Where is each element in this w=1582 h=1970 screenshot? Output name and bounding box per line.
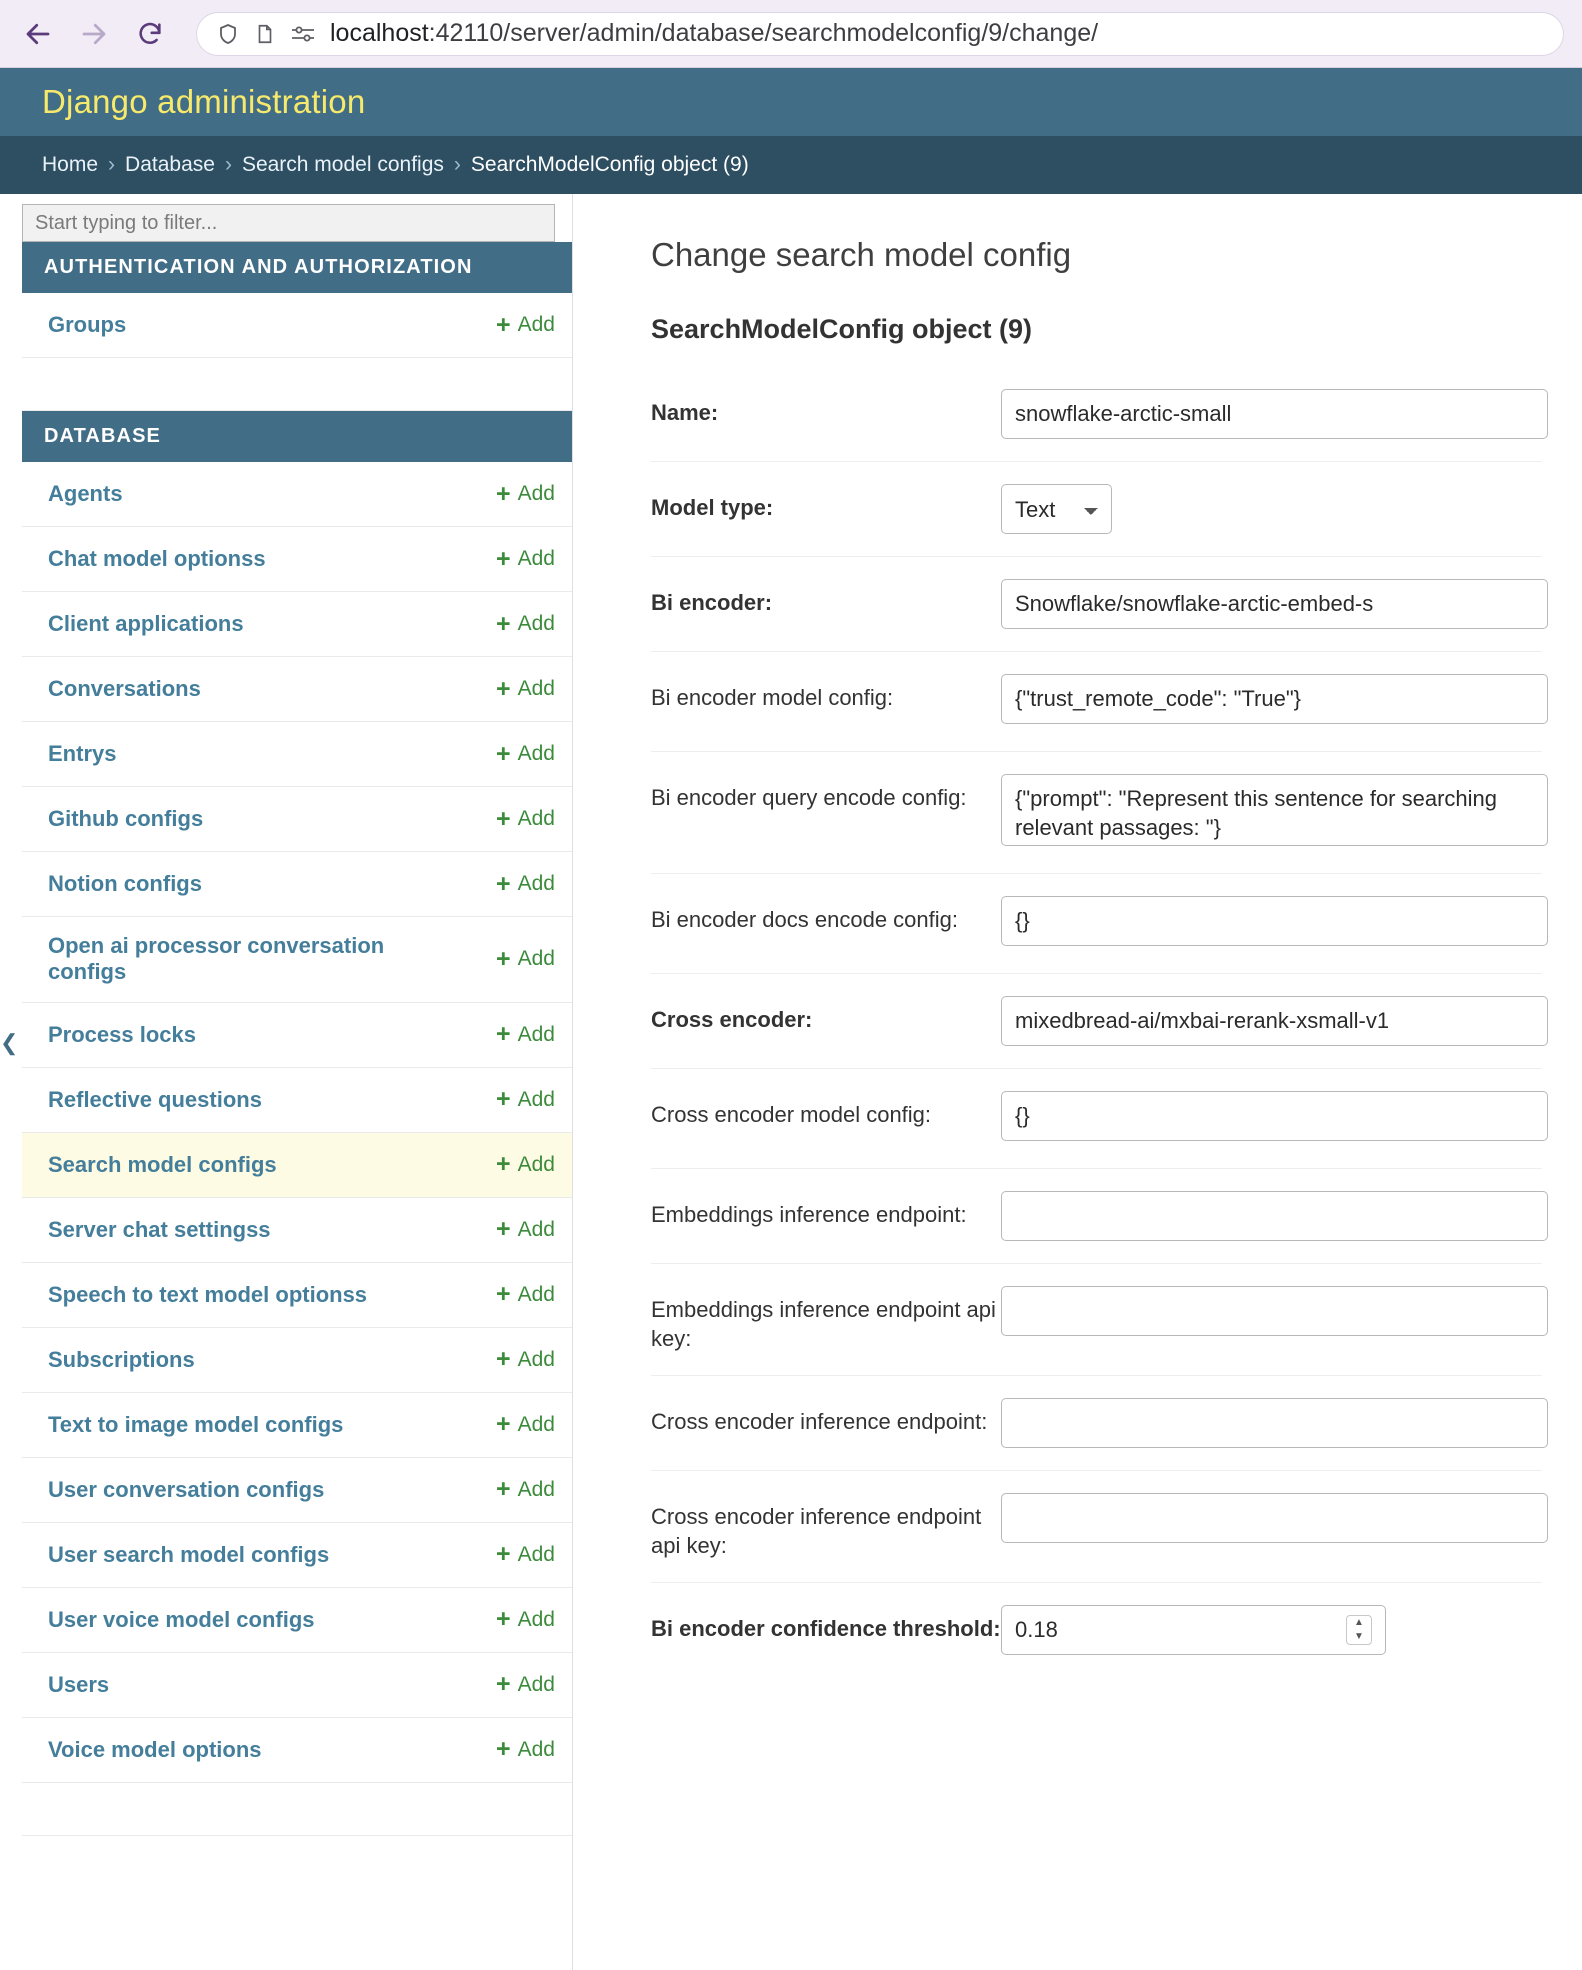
- url-path: :42110/server/admin/database/searchmodelconfig/9/change/: [428, 19, 1099, 47]
- field-label-cross-encoder-model-config: Cross encoder model config:: [651, 1102, 932, 1127]
- sidebar-item-label[interactable]: Chat model optionss: [48, 545, 266, 571]
- sidebar-add-link[interactable]: [496, 804, 555, 833]
- sidebar-add-link[interactable]: [496, 1607, 555, 1632]
- input-cross-encoder-inference-endpoint[interactable]: [1001, 1398, 1548, 1448]
- site-title[interactable]: Django administration: [42, 83, 366, 120]
- sidebar-add-label: Add: [517, 1087, 555, 1111]
- field-row-bi-encoder-query-encode-config: [651, 751, 1542, 873]
- sidebar-item-label[interactable]: Agents: [48, 480, 123, 506]
- field-control-bi-encoder-confidence-threshold: [1001, 1605, 1542, 1655]
- sidebar-item-label[interactable]: Conversations: [48, 675, 201, 701]
- sidebar-item-conversations[interactable]: [22, 657, 573, 722]
- sidebar-item-agents[interactable]: [22, 462, 573, 527]
- field-row-cross-encoder-model-config: [651, 1068, 1542, 1168]
- field-label-embeddings-inference-endpoint: Embeddings inference endpoint:: [651, 1202, 967, 1227]
- plus-icon: +: [496, 674, 511, 703]
- sidebar-item-label[interactable]: Subscriptions: [48, 1346, 195, 1372]
- sidebar-item-label[interactable]: Entrys: [48, 740, 117, 766]
- breadcrumb: [0, 136, 1582, 194]
- field-row-name: [651, 367, 1542, 461]
- sidebar-add-link[interactable]: [496, 1672, 555, 1697]
- sidebar-add-label: Add: [517, 807, 555, 830]
- sidebar-item-label[interactable]: Server chat settingss: [48, 1216, 271, 1242]
- sidebar-item-user-voice-model-configs[interactable]: [22, 1588, 573, 1653]
- object-title: SearchModelConfig object (9): [651, 314, 1033, 344]
- sidebar-item-notion-configs[interactable]: [22, 852, 573, 917]
- field-label-bi-encoder-confidence-threshold: Bi encoder confidence threshold:: [651, 1616, 1001, 1642]
- plus-icon: +: [496, 1020, 511, 1049]
- plus-icon: +: [496, 1670, 511, 1699]
- sidebar-add-link[interactable]: [496, 674, 555, 703]
- field-row-bi-encoder-docs-encode-config: [651, 873, 1542, 973]
- sidebar-add-label: Add: [517, 1412, 555, 1436]
- sidebar-item-chat-model-optionss[interactable]: [22, 527, 573, 592]
- address-bar[interactable]: [196, 12, 1564, 56]
- sidebar-item-label[interactable]: User conversation configs: [48, 1476, 325, 1502]
- page-body: [0, 194, 1582, 1970]
- breadcrumb-separator: ›: [224, 153, 232, 176]
- sidebar-item-client-applications[interactable]: [22, 592, 573, 657]
- sidebar-item-text-to-image-model-configs[interactable]: [22, 1393, 573, 1458]
- input-embeddings-inference-endpoint[interactable]: [1001, 1191, 1548, 1241]
- field-row-bi-encoder-model-config: [651, 651, 1542, 751]
- sidebar-add-label: Add: [517, 1152, 555, 1176]
- field-control-bi-encoder-query-encode-config: [1001, 774, 1548, 851]
- sidebar-item-label[interactable]: Speech to text model optionss: [48, 1281, 368, 1307]
- sidebar-item-user-search-model-configs[interactable]: [22, 1523, 573, 1588]
- breadcrumb-item[interactable]: Search model configs: [241, 153, 444, 176]
- sidebar-group-spacer: [22, 358, 573, 411]
- sidebar-add-label: Add: [517, 872, 555, 895]
- plus-icon: +: [496, 609, 511, 638]
- shield-icon: [216, 22, 240, 46]
- sidebar-item-label[interactable]: Reflective questions: [48, 1086, 262, 1112]
- sidebar-filter-input[interactable]: [22, 204, 555, 242]
- field-control-cross-encoder-model-config: [1001, 1091, 1548, 1146]
- input-name[interactable]: [1001, 389, 1548, 439]
- sidebar-item-label[interactable]: Search model configs: [48, 1151, 277, 1177]
- input-cross-encoder[interactable]: [1001, 996, 1548, 1046]
- browser-toolbar: [0, 0, 1582, 68]
- sidebar-add-label: Add: [517, 1022, 555, 1046]
- sidebar-add-label: Add: [517, 1607, 555, 1631]
- plus-icon: +: [496, 1605, 511, 1634]
- plus-icon: +: [496, 1540, 511, 1569]
- sidebar-add-link[interactable]: [496, 609, 555, 638]
- sidebar-add-label: Add: [517, 612, 555, 635]
- sidebar: [0, 194, 573, 1970]
- plus-icon: +: [496, 804, 511, 833]
- plus-icon: +: [496, 944, 511, 973]
- sidebar-add-link[interactable]: [496, 544, 555, 573]
- sidebar-item-label[interactable]: User voice model configs: [48, 1606, 315, 1632]
- sidebar-item-label[interactable]: Groups: [48, 311, 127, 337]
- sidebar-collapse-icon[interactable]: ❮: [0, 1030, 19, 1055]
- sidebar-add-link[interactable]: [496, 1282, 555, 1307]
- sidebar-add-label: Add: [517, 742, 555, 765]
- textarea-bi-encoder-query-encode-config[interactable]: [1001, 774, 1548, 846]
- plus-icon: +: [496, 739, 511, 768]
- sidebar-item-label[interactable]: Github configs: [48, 805, 204, 831]
- field-label-bi-encoder-model-config: Bi encoder model config:: [651, 685, 894, 710]
- sidebar-add-label: Add: [517, 547, 555, 570]
- chevron-down-icon[interactable]: ▼: [1354, 1631, 1364, 1643]
- textarea-cross-encoder-model-config[interactable]: [1001, 1091, 1548, 1141]
- sidebar-add-label: Add: [517, 482, 555, 505]
- main-content: [573, 194, 1582, 1970]
- sidebar-group-header: AUTHENTICATION AND AUTHORIZATION: [22, 242, 573, 293]
- field-control-cross-encoder-inference-endpoint: [1001, 1398, 1548, 1448]
- sidebar-add-link[interactable]: [496, 869, 555, 898]
- sidebar-item-label[interactable]: Notion configs: [48, 870, 202, 896]
- plus-icon: +: [496, 479, 511, 508]
- site-header: [0, 68, 1582, 136]
- sidebar-item-process-locks[interactable]: [22, 1003, 573, 1068]
- sidebar-add-link[interactable]: [496, 944, 555, 973]
- plus-icon: +: [496, 310, 511, 339]
- sidebar-add-label: Add: [517, 1737, 555, 1761]
- forward-icon[interactable]: [74, 14, 114, 54]
- sidebar-item-voice-model-options[interactable]: [22, 1718, 573, 1783]
- sidebar-add-label: Add: [517, 1672, 555, 1696]
- plus-icon: +: [496, 869, 511, 898]
- number-stepper-bi-encoder-confidence-threshold[interactable]: [1346, 1615, 1372, 1645]
- plus-icon: +: [496, 1085, 511, 1114]
- change-form: [651, 367, 1542, 1677]
- field-control-bi-encoder: [1001, 579, 1548, 629]
- page-title: Change search model config: [651, 236, 1072, 273]
- breadcrumb-separator: ›: [108, 153, 116, 176]
- field-label-embeddings-inference-endpoint-api-key: Embeddings inference endpoint api key:: [651, 1297, 996, 1352]
- sidebar-add-label: Add: [517, 1347, 555, 1371]
- sidebar-add-link[interactable]: [496, 1022, 555, 1047]
- sidebar-add-link[interactable]: [496, 1412, 555, 1437]
- sidebar-add-link[interactable]: [496, 479, 555, 508]
- sidebar-add-label: Add: [517, 1217, 555, 1241]
- field-control-model-type: [1001, 484, 1542, 534]
- sidebar-item-label[interactable]: Voice model options: [48, 1736, 262, 1762]
- field-row-cross-encoder-inference-endpoint: [651, 1375, 1542, 1470]
- sidebar-item-github-configs[interactable]: [22, 787, 573, 852]
- field-control-bi-encoder-docs-encode-config: [1001, 896, 1548, 951]
- field-control-cross-encoder: [1001, 996, 1548, 1046]
- sidebar-add-label: Add: [517, 1282, 555, 1306]
- sidebar-add-link[interactable]: [496, 1152, 555, 1177]
- sidebar-add-label: Add: [517, 313, 555, 336]
- field-label-bi-encoder-docs-encode-config: Bi encoder docs encode config:: [651, 907, 958, 932]
- reload-icon[interactable]: [130, 14, 170, 54]
- field-label-model-type: Model type:: [651, 495, 774, 520]
- input-cross-encoder-inference-endpoint-api-key[interactable]: [1001, 1493, 1548, 1543]
- textarea-bi-encoder-model-config[interactable]: [1001, 674, 1548, 724]
- breadcrumb-item[interactable]: Database: [125, 153, 215, 176]
- sidebar-item-label[interactable]: Open ai processor conversation configs: [48, 933, 385, 985]
- input-bi-encoder-confidence-threshold[interactable]: [1001, 1605, 1386, 1655]
- sidebar-item-speech-to-text-model-optionss[interactable]: [22, 1263, 573, 1328]
- sidebar-item-label[interactable]: Process locks: [48, 1021, 196, 1047]
- field-control-embeddings-inference-endpoint: [1001, 1191, 1548, 1241]
- sidebar-item-users[interactable]: [22, 1653, 573, 1718]
- field-row-model-type: [651, 461, 1542, 556]
- sidebar-filter-wrap: [0, 194, 572, 242]
- breadcrumb-item: SearchModelConfig object (9): [470, 153, 749, 176]
- field-control-embeddings-inference-endpoint-api-key: [1001, 1286, 1548, 1336]
- sidebar-add-link[interactable]: [496, 1087, 555, 1112]
- address-bar-url: [330, 19, 1098, 48]
- chevron-up-icon[interactable]: ▲: [1354, 1617, 1364, 1629]
- sidebar-add-label: Add: [517, 947, 555, 971]
- sidebar-add-link[interactable]: [496, 1477, 555, 1502]
- field-label-name: Name:: [651, 400, 719, 425]
- field-label-cross-encoder: Cross encoder:: [651, 1007, 813, 1032]
- field-label-cross-encoder-inference-endpoint: Cross encoder inference endpoint:: [651, 1409, 988, 1435]
- plus-icon: +: [496, 1280, 511, 1309]
- input-bi-encoder[interactable]: [1001, 579, 1548, 629]
- sidebar-item-label[interactable]: Client applications: [48, 610, 244, 636]
- site-permissions-icon[interactable]: [290, 22, 316, 46]
- field-control-name: [1001, 389, 1548, 439]
- sidebar-group-spacer: [22, 1783, 573, 1836]
- plus-icon: +: [496, 1345, 511, 1374]
- sidebar-item-label[interactable]: Text to image model configs: [48, 1411, 344, 1437]
- plus-icon: +: [496, 544, 511, 573]
- field-row-embeddings-inference-endpoint-api-key: [651, 1263, 1542, 1375]
- sidebar-add-link[interactable]: [496, 739, 555, 768]
- sidebar-group-header: DATABASE: [22, 411, 573, 462]
- sidebar-add-label: Add: [517, 1542, 555, 1566]
- field-row-cross-encoder: [651, 973, 1542, 1068]
- sidebar-add-link[interactable]: [496, 1217, 555, 1242]
- url-host: localhost: [330, 19, 429, 47]
- textarea-bi-encoder-docs-encode-config[interactable]: [1001, 896, 1548, 946]
- input-embeddings-inference-endpoint-api-key[interactable]: [1001, 1286, 1548, 1336]
- field-control-cross-encoder-inference-endpoint-api-key: [1001, 1493, 1548, 1543]
- sidebar-add-label: Add: [517, 677, 555, 700]
- back-icon[interactable]: [18, 14, 58, 54]
- plus-icon: +: [496, 1735, 511, 1764]
- page-icon: [254, 22, 276, 46]
- sidebar-item-search-model-configs[interactable]: [22, 1133, 573, 1198]
- plus-icon: +: [496, 1150, 511, 1179]
- plus-icon: +: [496, 1475, 511, 1504]
- field-row-bi-encoder-confidence-threshold: [651, 1582, 1542, 1677]
- sidebar-item-subscriptions[interactable]: [22, 1328, 573, 1393]
- sidebar-add-link[interactable]: [496, 1542, 555, 1567]
- sidebar-add-link[interactable]: [496, 1347, 555, 1372]
- sidebar-add-label: Add: [517, 1477, 555, 1501]
- sidebar-item-reflective-questions[interactable]: [22, 1068, 573, 1133]
- sidebar-item-open-ai-processor-conversation-configs[interactable]: [22, 917, 573, 1003]
- plus-icon: +: [496, 1215, 511, 1244]
- field-control-bi-encoder-model-config: [1001, 674, 1548, 729]
- sidebar-item-user-conversation-configs[interactable]: [22, 1458, 573, 1523]
- field-label-cross-encoder-inference-endpoint-api-key: Cross encoder inference endpoint api key:: [651, 1504, 982, 1559]
- sidebar-add-link[interactable]: [496, 1737, 555, 1762]
- sidebar-item-entrys[interactable]: [22, 722, 573, 787]
- breadcrumb-separator: ›: [453, 153, 461, 176]
- sidebar-item-groups[interactable]: [22, 293, 573, 358]
- breadcrumb-item[interactable]: Home: [42, 153, 99, 176]
- number-wrap-bi-encoder-confidence-threshold: [1001, 1605, 1386, 1655]
- field-row-embeddings-inference-endpoint: [651, 1168, 1542, 1263]
- field-row-cross-encoder-inference-endpoint-api-key: [651, 1470, 1542, 1582]
- sidebar-add-link[interactable]: [496, 310, 555, 339]
- field-label-bi-encoder: Bi encoder:: [651, 590, 773, 615]
- plus-icon: +: [496, 1410, 511, 1439]
- sidebar-item-server-chat-settingss[interactable]: [22, 1198, 573, 1263]
- sidebar-item-label[interactable]: Users: [48, 1671, 110, 1697]
- field-row-bi-encoder: [651, 556, 1542, 651]
- field-label-bi-encoder-query-encode-config: Bi encoder query encode config:: [651, 785, 967, 810]
- sidebar-item-label[interactable]: User search model configs: [48, 1541, 330, 1567]
- select-model-type[interactable]: [1001, 484, 1112, 534]
